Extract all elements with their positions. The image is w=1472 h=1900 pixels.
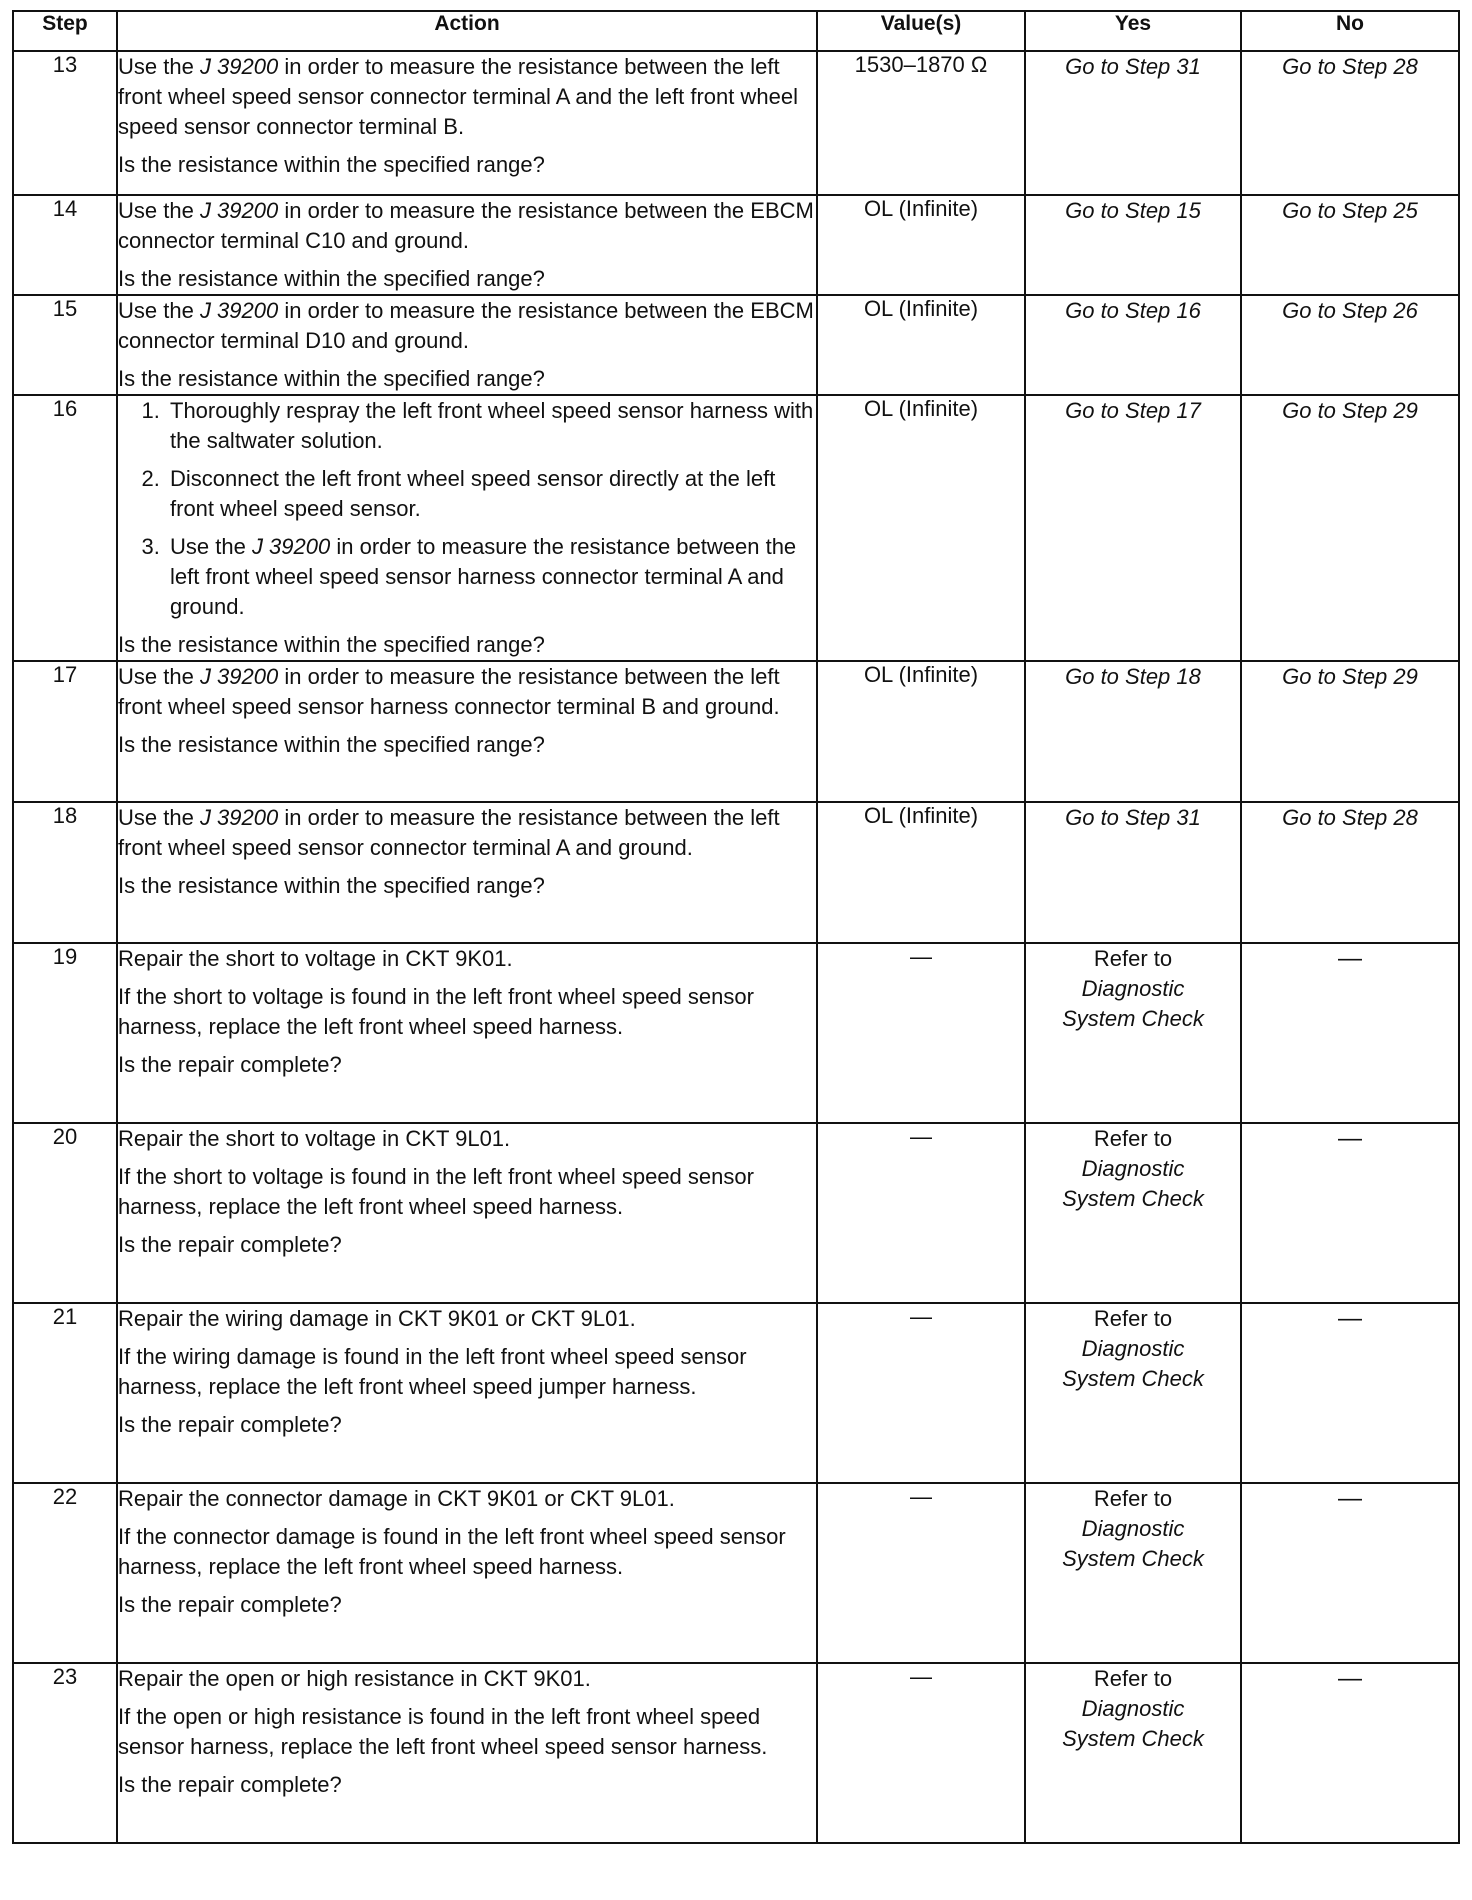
header-row xyxy=(13,11,1459,51)
question-text: Is the repair complete? xyxy=(118,1772,342,1797)
value-cell: — xyxy=(817,1663,1025,1843)
no-cell: — xyxy=(1241,1663,1459,1843)
action-cell xyxy=(117,1483,817,1663)
action-text-pre: Use the xyxy=(170,534,252,559)
no-cell: — xyxy=(1241,943,1459,1123)
action-steps-list xyxy=(118,396,816,622)
action-text: Repair the short to voltage in CKT 9L01. xyxy=(118,1126,511,1151)
table-row xyxy=(13,1663,1459,1843)
action-text xyxy=(118,803,816,863)
action-cell xyxy=(117,195,817,295)
value-cell: OL (Infinite) xyxy=(817,295,1025,395)
table-row xyxy=(13,802,1459,943)
refer-to-label: Refer to xyxy=(1093,1486,1173,1511)
action-text: If the open or high resistance is found in the left front wheel speed sensor harness, replace the left front wheel speed sensor harness. xyxy=(118,1704,768,1759)
yes-cell: Go to Step 31 xyxy=(1025,802,1241,943)
action-cell xyxy=(117,943,817,1123)
action-text xyxy=(118,662,816,722)
yes-cell xyxy=(1025,1483,1241,1663)
question-text: Is the repair complete? xyxy=(118,1412,342,1437)
no-cell: — xyxy=(1241,1123,1459,1303)
action-text-post: in order to measure the resistance between the EBCM connector terminal C10 and ground. xyxy=(118,198,814,253)
action-text: If the connector damage is found in the left front wheel speed sensor harness, replace the left front wheel speed harness. xyxy=(118,1524,786,1579)
value-cell: OL (Infinite) xyxy=(817,395,1025,661)
action-text: If the short to voltage is found in the left front wheel speed sensor harness, replace the left front wheel speed harness. xyxy=(118,984,754,1039)
step-number: 22 xyxy=(13,1483,117,1663)
action-text-pre: Use the xyxy=(118,664,200,689)
refer-to-label: Refer to xyxy=(1093,1306,1173,1331)
question-text: Is the resistance within the specified range? xyxy=(118,632,545,657)
header-action: Action xyxy=(117,11,817,51)
step-number: 18 xyxy=(13,802,117,943)
diagnostic-ref-line2: System Check xyxy=(1062,1726,1204,1751)
yes-cell: Go to Step 15 xyxy=(1025,195,1241,295)
header-value: Value(s) xyxy=(817,11,1025,51)
step-number: 15 xyxy=(13,295,117,395)
diagnostic-ref-line2: System Check xyxy=(1062,1546,1204,1571)
action-cell xyxy=(117,1303,817,1483)
diagnostic-ref-line2: System Check xyxy=(1062,1186,1204,1211)
step-number: 14 xyxy=(13,195,117,295)
action-cell xyxy=(117,51,817,195)
value-cell: — xyxy=(817,943,1025,1123)
action-text-post: in order to measure the resistance between the left front wheel speed sensor harness connector terminal B and ground. xyxy=(118,664,780,719)
table-row xyxy=(13,1483,1459,1663)
table-row xyxy=(13,661,1459,802)
action-text-pre: Use the xyxy=(118,54,200,79)
diagnostic-ref-line1: Diagnostic xyxy=(1081,1516,1185,1541)
action-cell xyxy=(117,395,817,661)
action-text xyxy=(118,296,816,356)
no-cell: — xyxy=(1241,1303,1459,1483)
question-text: Is the resistance within the specified range? xyxy=(118,152,545,177)
action-text xyxy=(118,52,816,142)
yes-cell: Go to Step 31 xyxy=(1025,51,1241,195)
value-cell: — xyxy=(817,1123,1025,1303)
question-text: Is the resistance within the specified range? xyxy=(118,732,545,757)
diagnostic-ref-line2: System Check xyxy=(1062,1366,1204,1391)
no-cell: Go to Step 28 xyxy=(1241,802,1459,943)
action-text: Repair the short to voltage in CKT 9K01. xyxy=(118,946,513,971)
refer-to-label: Refer to xyxy=(1093,1666,1173,1691)
header-step: Step xyxy=(13,11,117,51)
action-cell xyxy=(117,1663,817,1843)
no-cell: Go to Step 25 xyxy=(1241,195,1459,295)
tool-name: J 39200 xyxy=(251,534,331,559)
action-cell xyxy=(117,295,817,395)
value-cell: OL (Infinite) xyxy=(817,661,1025,802)
list-item xyxy=(166,532,816,622)
tool-name: J 39200 xyxy=(199,805,279,830)
yes-cell xyxy=(1025,1123,1241,1303)
no-cell: — xyxy=(1241,1483,1459,1663)
action-text-post: in order to measure the resistance between the EBCM connector terminal D10 and ground. xyxy=(118,298,814,353)
value-cell: 1530–1870 Ω xyxy=(817,51,1025,195)
action-text-pre: Use the xyxy=(118,805,200,830)
no-cell: Go to Step 29 xyxy=(1241,661,1459,802)
step-number: 16 xyxy=(13,395,117,661)
yes-cell: Go to Step 16 xyxy=(1025,295,1241,395)
table-row xyxy=(13,1303,1459,1483)
no-cell: Go to Step 26 xyxy=(1241,295,1459,395)
table-row xyxy=(13,395,1459,661)
yes-cell: Go to Step 18 xyxy=(1025,661,1241,802)
refer-to-label: Refer to xyxy=(1093,946,1173,971)
header-yes: Yes xyxy=(1025,11,1241,51)
table-row xyxy=(13,195,1459,295)
yes-cell: Go to Step 17 xyxy=(1025,395,1241,661)
value-cell: — xyxy=(817,1483,1025,1663)
step-number: 21 xyxy=(13,1303,117,1483)
value-cell: — xyxy=(817,1303,1025,1483)
question-text: Is the repair complete? xyxy=(118,1052,342,1077)
diagnostic-ref-line1: Diagnostic xyxy=(1081,1696,1185,1721)
table-row xyxy=(13,295,1459,395)
tool-name: J 39200 xyxy=(199,664,279,689)
tool-name: J 39200 xyxy=(199,198,279,223)
action-text-post: in order to measure the resistance between the left front wheel speed sensor harness connector terminal A and ground. xyxy=(170,534,797,619)
action-cell xyxy=(117,1123,817,1303)
action-text: If the wiring damage is found in the left front wheel speed sensor harness, replace the left front wheel speed jumper harness. xyxy=(118,1344,747,1399)
action-cell xyxy=(117,661,817,802)
action-text: Repair the wiring damage in CKT 9K01 or CKT 9L01. xyxy=(118,1306,636,1331)
step-number: 17 xyxy=(13,661,117,802)
value-cell: OL (Infinite) xyxy=(817,195,1025,295)
diagnostic-ref-line2: System Check xyxy=(1062,1006,1204,1031)
table-row xyxy=(13,1123,1459,1303)
question-text: Is the repair complete? xyxy=(118,1232,342,1257)
action-text-post: in order to measure the resistance between the left front wheel speed sensor connector terminal A and ground. xyxy=(118,805,780,860)
action-text xyxy=(118,196,816,256)
tool-name: J 39200 xyxy=(199,54,279,79)
yes-cell xyxy=(1025,1303,1241,1483)
no-cell: Go to Step 28 xyxy=(1241,51,1459,195)
action-text-pre: Use the xyxy=(118,198,200,223)
action-text: Repair the open or high resistance in CKT 9K01. xyxy=(118,1666,591,1691)
header-no: No xyxy=(1241,11,1459,51)
question-text: Is the resistance within the specified range? xyxy=(118,266,545,291)
list-item: 2. Disconnect the left front wheel speed sensor directly at the left front wheel speed sensor. xyxy=(166,464,816,524)
diagnostic-table xyxy=(12,10,1460,1844)
tool-name: J 39200 xyxy=(199,298,279,323)
refer-to-label: Refer to xyxy=(1093,1126,1173,1151)
diagnostic-ref-line1: Diagnostic xyxy=(1081,1156,1185,1181)
value-cell: OL (Infinite) xyxy=(817,802,1025,943)
table-row xyxy=(13,943,1459,1123)
action-text: Repair the connector damage in CKT 9K01 or CKT 9L01. xyxy=(118,1486,675,1511)
step-number: 20 xyxy=(13,1123,117,1303)
diagnostic-ref-line1: Diagnostic xyxy=(1081,1336,1185,1361)
question-text: Is the resistance within the specified range? xyxy=(118,366,545,391)
action-cell xyxy=(117,802,817,943)
diagnostic-ref-line1: Diagnostic xyxy=(1081,976,1185,1001)
table-row xyxy=(13,51,1459,195)
step-number: 13 xyxy=(13,51,117,195)
action-text-pre: Use the xyxy=(118,298,200,323)
yes-cell xyxy=(1025,1663,1241,1843)
yes-cell xyxy=(1025,943,1241,1123)
step-number: 23 xyxy=(13,1663,117,1843)
question-text: Is the repair complete? xyxy=(118,1592,342,1617)
step-number: 19 xyxy=(13,943,117,1123)
action-text-post: in order to measure the resistance between the left front wheel speed sensor connector terminal A and the left front wheel speed sensor connector terminal B. xyxy=(118,54,798,139)
question-text: Is the resistance within the specified range? xyxy=(118,873,545,898)
list-item: 1. Thoroughly respray the left front wheel speed sensor harness with the saltwater solution. xyxy=(166,396,816,456)
no-cell: Go to Step 29 xyxy=(1241,395,1459,661)
action-text: If the short to voltage is found in the left front wheel speed sensor harness, replace the left front wheel speed harness. xyxy=(118,1164,754,1219)
